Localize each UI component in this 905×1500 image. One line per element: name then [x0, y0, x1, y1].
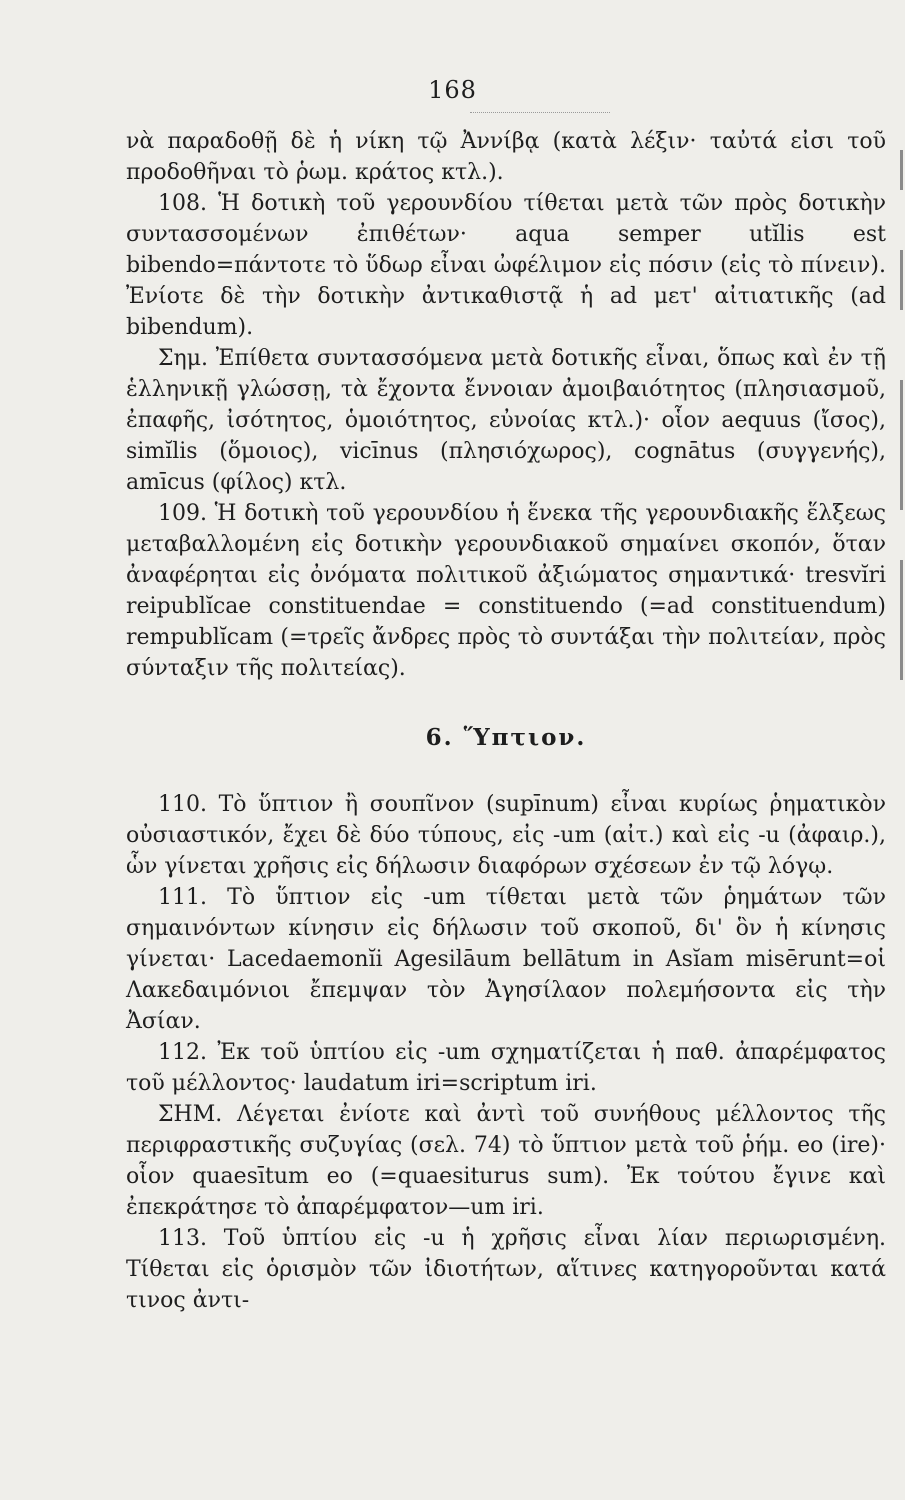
- paragraph-note-adjectives: Σημ. Ἐπίθετα συντασσόμενα μετὰ δοτικῆς εἶναι, ὅπως καὶ ἐν τῇ ἑλληνικῇ γλώσσῃ, τὰ ἔχοντα ἔννοιαν ἀμοιβαιότητος (πλησιασμοῦ, ἐπαφῆς, ἰσότητος, ὁμοιότητος, εὐνοίας κτλ.)· οἷον aequus (ἴσος), simĭlis (ὅμοιος), vicīnus (πλησιόχωρος), cognātus (συγγενής), amīcus (φίλος) κτλ.: [126, 346, 886, 495]
- paragraph-continued: νὰ παραδοθῇ δὲ ἡ νίκη τῷ Ἀννίβᾳ (κατὰ λέξιν· ταὐτά εἰσι τοῦ προδοθῆναι τὸ ῥωμ. κράτος κτλ.).: [126, 129, 886, 185]
- page-edge-mark: [900, 250, 903, 310]
- paragraph-110: 110. Τὸ ὕπτιον ἢ σουπῖνον (supīnum) εἶναι κυρίως ῥηματικὸν οὐσιαστικόν, ἔχει δὲ δύο τύπους, εἰς -um (αἰτ.) καὶ εἰς -u (ἀφαιρ.), ὧν γίνεται χρῆσις εἰς δήλωσιν διαφόρων σχέσεων ἐν τῷ λόγῳ.: [126, 792, 886, 879]
- page-edge-mark: [900, 380, 903, 510]
- paragraph-note-periphrastic: ΣΗΜ. Λέγεται ἐνίοτε καὶ ἀντὶ τοῦ συνήθους μέλλοντος τῆς περιφραστικῆς συζυγίας (σελ. 74) τὸ ὕπτιον μετὰ τοῦ ῥήμ. eo (ire)· οἷον quaesītum eo (=quaesiturus sum). Ἐκ τούτου ἔγινε καὶ ἐπεκράτησε τὸ ἀπαρέμφατον—um iri.: [126, 1102, 886, 1220]
- paragraph-109: 109. Ἡ δοτικὴ τοῦ γερουνδίου ἡ ἕνεκα τῆς γερουνδιακῆς ἕλξεως μεταβαλλομένη εἰς δοτικὴν γερουνδιακοῦ σημαίνει σκοπόν, ὅταν ἀναφέρηται εἰς ὀνόματα πολιτικοῦ ἀξιώματος σημαντικά· tresvĭri reipublĭcae constituendae = constituendo (=ad constituendum) rempublĭcam (=τρεῖς ἄνδρες πρὸς τὸ συντάξαι τὴν πολιτείαν, πρὸς σύνταξιν τῆς πολιτείας).: [126, 501, 886, 681]
- paragraph-113: 113. Τοῦ ὑπτίου εἰς -u ἡ χρῆσις εἶναι λίαν περιωρισμένη. Τίθεται εἰς ὁρισμὸν τῶν ἰδιοτήτων, αἵτινες κατηγοροῦνται κατά τινος ἀντι-: [126, 1226, 886, 1313]
- paragraph-112: 112. Ἐκ τοῦ ὑπτίου εἰς -um σχηματίζεται ἡ παθ. ἀπαρέμφατος τοῦ μέλλοντος· laudatum iri=scriptum iri.: [126, 1040, 886, 1096]
- page-number: 168: [428, 76, 477, 104]
- paragraph-111: 111. Τὸ ὕπτιον εἰς -um τίθεται μετὰ τῶν ῥημάτων τῶν σημαινόντων κίνησιν εἰς δήλωσιν τοῦ σκοποῦ, δι' ὃν ἡ κίνησις γίνεται· Lacedaemonĭi Agesilāum bellātum in Asĭam misērunt=οἱ Λακεδαιμόνιοι ἔπεμψαν τὸν Ἀγησίλαον πολεμήσοντα εἰς τὴν Ἀσίαν.: [126, 885, 886, 1034]
- page-edge-mark: [900, 560, 903, 680]
- header-rule: [470, 112, 610, 113]
- section-heading: 6. Ὕπτιον.: [425, 724, 587, 751]
- page-edge-mark: [900, 150, 903, 190]
- paragraph-108: 108. Ἡ δοτικὴ τοῦ γερουνδίου τίθεται μετὰ τῶν πρὸς δοτικὴν συντασσομένων ἐπιθέτων· aqua semper utĭlis est bibendo=πάντοτε τὸ ὕδωρ εἶναι ὠφέλιμον εἰς πόσιν (εἰς τὸ πίνειν). Ἐνίοτε δὲ τὴν δοτικὴν ἀντικαθιστᾷ ἡ ad μετ' αἰτιατικῆς (ad bibendum).: [126, 191, 886, 340]
- body-text: [126, 126, 886, 1316]
